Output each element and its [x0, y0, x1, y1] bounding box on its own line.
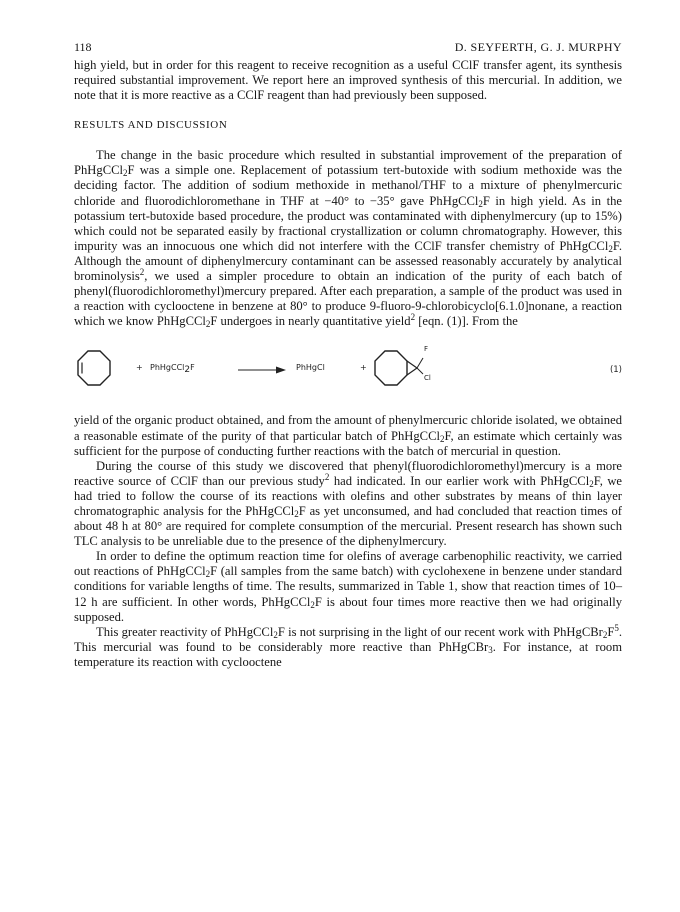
reagent-formula: PhHgCCl$_2$F	[150, 363, 195, 376]
body-paragraph-4: In order to define the optimum reaction time for olefins of average carbenophilic reactivity, we carried out reactions of PhHgCCl$_2$F (all samples from the same batch) with cyclohexene in benzene under standard conditions for variable lengths of time. The results, summarized in Table 1, show that reaction times of 10–12 h are sufficient. In other words, PhHgCCl$_2$F is about four times more reactive then we had originally supposed.	[74, 549, 622, 624]
body-paragraph-1: The change in the basic procedure which resulted in substantial improvement of the preparation of PhHgCCl$_2$F was a simple one. Replacement of potassium tert-butoxide with sodium methoxide was the deciding factor. The addition of sodium methoxide in methanol/THF to a mixture of phenylmercuric chloride and fluorodichloromethane in THF at −40° to −35° gave PhHgCCl$_2$F in high yield. As in the potassium tert-butoxide based procedure, the product was contaminated with diphenylmercury (up to 15%) which could not be separated easily by fractional crystallization or column chromatography. However, this impurity was an innocuous one which did not interfere with the CClF transfer chemistry of PhHgCCl$_2$F. Although the amount of diphenylmercury contaminant can be assessed reasonably accurately by analytical brominolysis$^2$, we used a simpler procedure to obtain an indication of the purity of each batch of phenyl(fluorodichloromethyl)mercury prepared. After each preparation, a sample of the product was used in a reaction with cyclooctene in benzene at 80° to produce 9-fluoro-9-chlorobicyclo[6.1.0]nonane, a reaction which we know PhHgCCl$_2$F undergoes in nearly quantitative yield$^2$ [eqn. (1)]. From the	[74, 148, 622, 330]
reaction-arrow-icon	[238, 366, 286, 374]
body-paragraph-5: This greater reactivity of PhHgCCl$_2$F is not surprising in the light of our recent work with $PhHgCBr_2F^5$. This mercurial was found to be considerably more reactive than PhHgCBr$_3$. For instance, at room temperature its reaction with cyclooctene	[74, 622, 622, 669]
fluoro-label: F	[424, 345, 429, 354]
journal-page	[74, 40, 622, 670]
running-head-authors: D. SEYFERTH, G. J. MURPHY	[454, 40, 622, 54]
equation-number: (1)	[609, 365, 622, 376]
reaction-equation	[74, 339, 622, 401]
bicyclononane-structure	[374, 343, 430, 395]
cyclooctene-structure	[74, 348, 114, 388]
chloro-label: Cl	[424, 374, 431, 383]
byproduct-formula: PhHgCl	[296, 363, 325, 373]
plus-sign-2: +	[360, 363, 367, 373]
intro-paragraph: high yield, but in order for this reagent to receive recognition as a useful CClF transfer agent, its synthesis required substantial improvement. We report here an improved synthesis of this mercurial. In addition, we note that it is more reactive as a CClF reagent than had previously been supposed.	[74, 58, 622, 103]
body-paragraph-3: During the course of this study we discovered that phenyl(fluorodichloromethyl)mercury is a more reactive source of CClF than our previous study$^2$ had indicated. In our earlier work with PhHgCCl$_2$F, we had tried to follow the course of its reactions with olefins and other substrates by means of thin layer chromatographic analysis for the PhHgCCl$_2$F as yet unconsumed, and had concluded that reaction times of about 48 h at 80° are required for complete consumption of the mercurial. Present research has shown such TLC analysis to be unreliable due to the presence of the diphenylmercury.	[74, 458, 623, 549]
running-head	[74, 40, 622, 58]
plus-sign: +	[136, 363, 143, 373]
page-number: 118	[74, 40, 92, 54]
section-heading: RESULTS AND DISCUSSION	[74, 119, 228, 132]
body-paragraph-2: yield of the organic product obtained, and from the amount of phenylmercuric chloride isolated, we obtained a reasonable estimate of the purity of that particular batch of PhHgCCl$_2$F, an estimate which certainly was sufficient for the purpose of conducting further reactions with the batch of mercurial in question.	[74, 413, 622, 458]
